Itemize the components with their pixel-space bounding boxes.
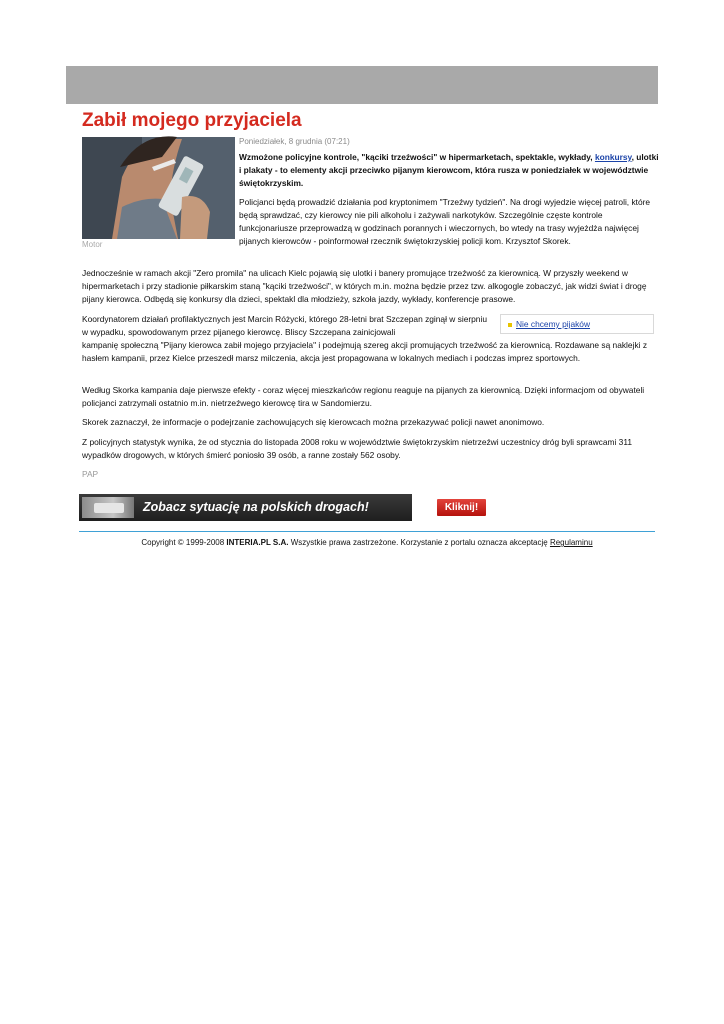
paragraph-6: Z policyjnych statystyk wynika, że od stycznia do listopada 2008 roku w województwie świętokrzyskim nietrzeźwi uczestnicy dróg byli sprawcami 311 wypadków drogowych, w których śmierć poniosło 39 osób, a ranne zostały 562 osoby. — [82, 437, 633, 460]
contests-link[interactable]: konkursy — [594, 152, 632, 162]
article-title: Zabił mojego przyjaciela — [82, 110, 302, 131]
related-articles-box — [500, 314, 654, 334]
lead-text-start: Wzmożone policyjne kontrole, "kąciki trzeźwości" w hipermarketach, spektakle, wykłady, — [239, 152, 595, 162]
paragraph-4: Według Skorka kampania daje pierwsze efekty - coraz więcej mieszkańców regionu reaguje na pijanych za kierownicą. Dzięki informacjom od obywateli policjanci zatrzymali ostatnio m.in. nietrzeźwego kierowcę tira w Sandomierzu. — [82, 385, 645, 408]
copyright-prefix: Copyright © 1999-2008 — [141, 538, 227, 547]
article-source: PAP — [82, 469, 99, 479]
paragraph-3-end: kampanię społeczną "Pijany kierowca zabił mojego przyjaciela" i podejmują szereg akcji promujących trzeźwość za kierownicą. Rozdawane są naklejki z hasłem kampanii, przez Kielce przeszedł marsz milczenia, akcja jest propagowana w lokalnych mediach i podczas imprez sportowych. — [82, 340, 648, 363]
road-situation-banner[interactable] — [79, 494, 479, 521]
article-date: Poniedziałek, 8 grudnia (07:21) — [239, 137, 350, 146]
footer-copyright — [79, 538, 655, 547]
paragraph-5: Skorek zaznaczył, że informacje o podejrzanie zachowujących się kierowcach można przekazywać policji nawet anonimowo. — [82, 417, 545, 427]
bullet-icon — [508, 323, 512, 327]
breathalyzer-photo-image — [82, 137, 235, 239]
article-lead — [239, 151, 659, 190]
traffic-camera-icon — [82, 497, 134, 518]
company-name: INTERIA.PL S.A. — [226, 538, 289, 547]
paragraph-1: Policjanci będą prowadzić działania pod kryptonimem "Trzeźwy tydzień". Na drogi wyjedzie więcej patroli, które będą sprawdzać, czy kierowcy nie pili alkoholu i zażywali narkotyków. Szczególnie częste kontrole funkcjonariusze przeprowadzą w godzinach porannych i wieczornych, bo wtedy na trasy wyjeżdża najwięcej pijanych kierowców - poinformował rzecznik świętokrzyskiej policji kom. Krzysztof Skorek. — [239, 197, 651, 246]
paragraph-3-start: Koordynatorem działań profilaktycznych jest Marcin Różycki, którego 28-letni brat Szczepan zginął w sierpniu w wypadku, spowodowanym przez pijanego kierowcę. Bliscy Szczepana zainicjowali — [82, 314, 487, 337]
copyright-rights: Wszystkie prawa zastrzeżone. Korzystanie z portalu oznacza akceptację — [288, 538, 550, 547]
banner-click-button[interactable]: Kliknij! — [436, 498, 487, 517]
terms-link[interactable]: Regulaminu — [549, 538, 593, 547]
photo-caption: Motor — [82, 240, 103, 249]
header-bar — [66, 66, 658, 104]
paragraph-2: Jednocześnie w ramach akcji "Zero promila" na ulicach Kielc pojawią się ulotki i banery promujące trzeźwość za kierownicą. W przyszły weekend w hipermarketach i przy stadionie piłkarskim staną "kąciki trzeźwości", w których m.in. można będzie przez tzw. alkogogle zobaczyć, jak widzi świat i drogę pijany kierowca. Odbędą się konkursy dla dzieci, spektakl dla młodzieży, szkoła jazdy, wykłady, konferencje prasowe. — [82, 268, 647, 304]
lead-text-end: , ulotki i plakaty - to elementy akcji przeciwko pijanym kierowcom, która rusza w poniedziałek w województwie świętokrzyskim. — [239, 152, 659, 188]
banner-text: Zobacz sytuację na polskich drogach! — [143, 500, 369, 514]
related-link-no-drunk-drivers[interactable]: Nie chcemy pijaków — [516, 319, 591, 329]
article-photo[interactable] — [82, 137, 235, 239]
footer-divider — [79, 531, 655, 532]
